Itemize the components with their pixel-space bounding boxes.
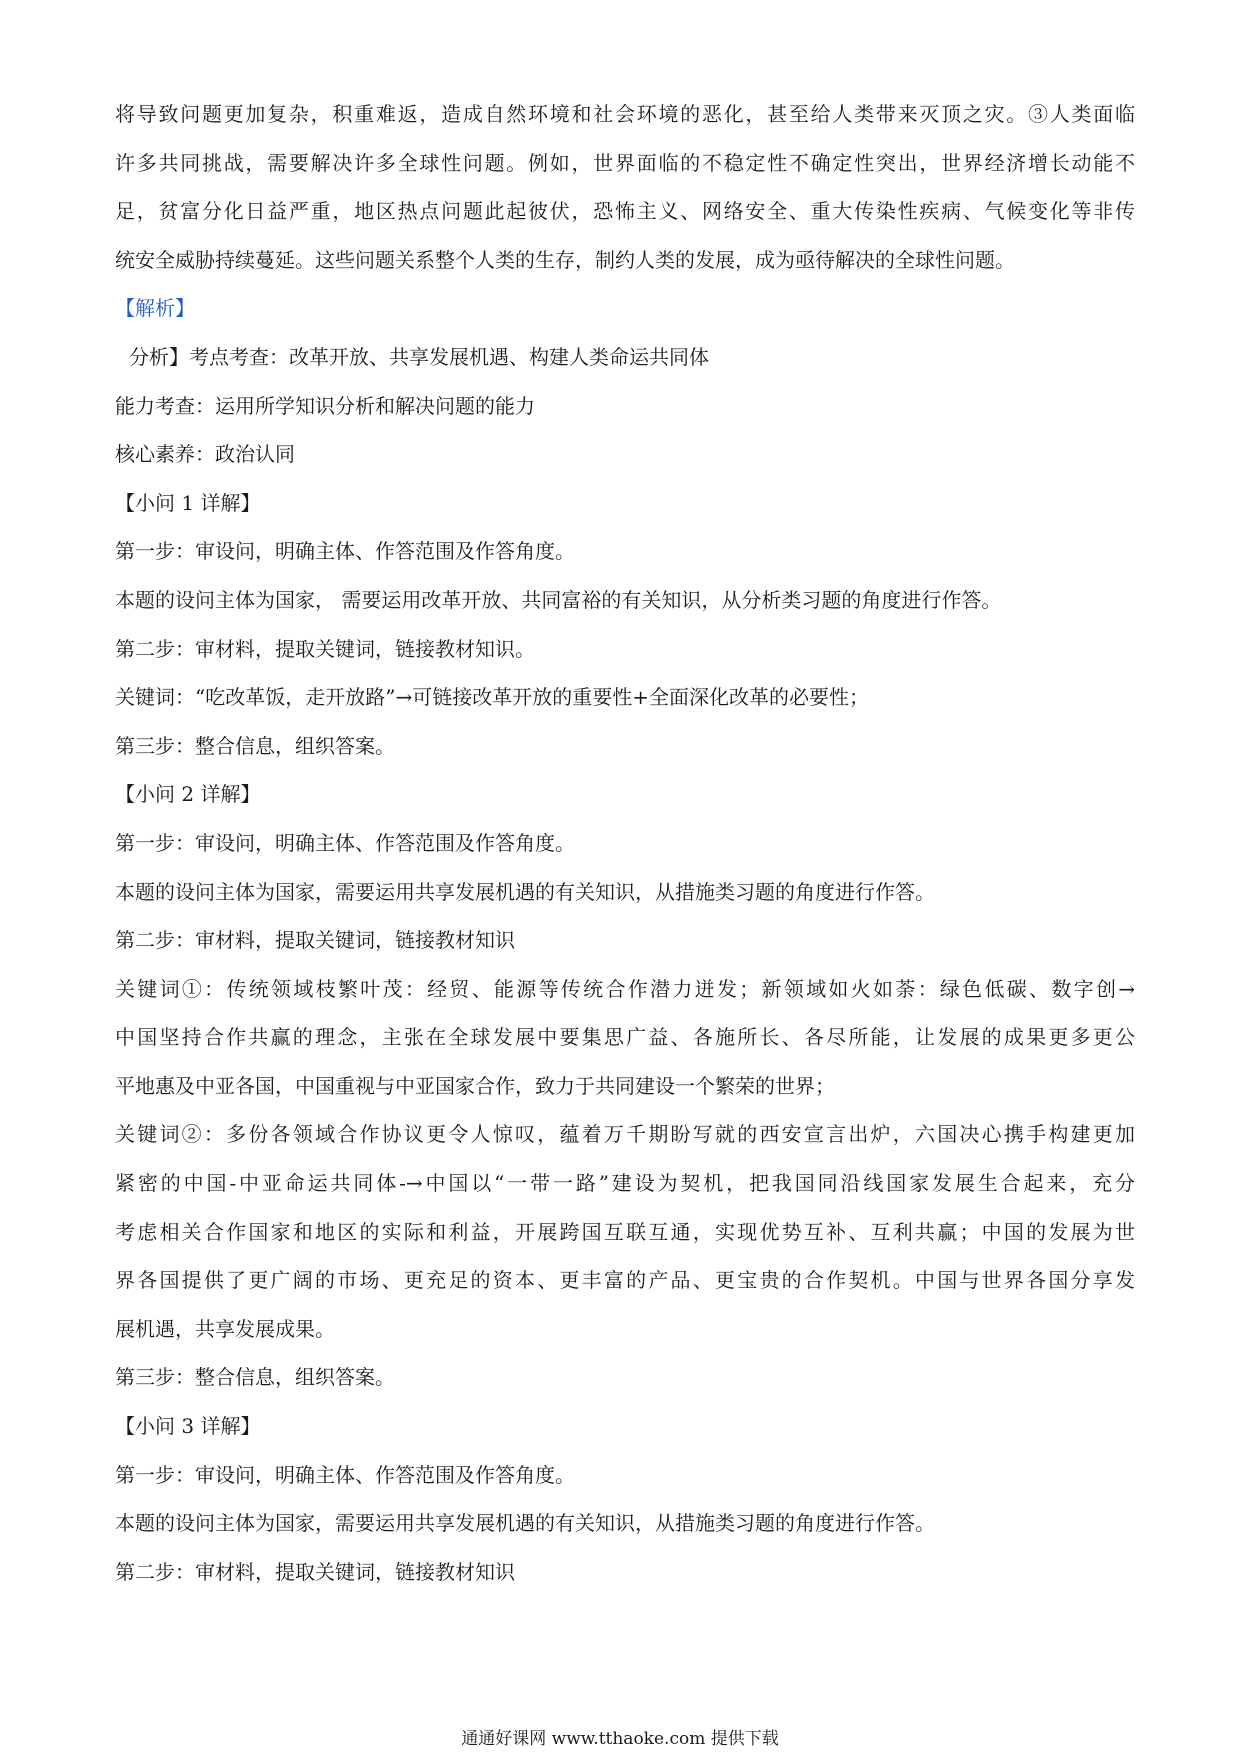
paragraph-line: 第一步：审设问，明确主体、作答范围及作答角度。 xyxy=(115,830,575,855)
paragraph-line: 第一步：审设问，明确主体、作答范围及作答角度。 xyxy=(115,1462,575,1487)
paragraph-line: 关键词：“吃改革饭，走开放路”→可链接改革开放的重要性+全面深化改革的必要性； xyxy=(115,685,869,710)
document-page xyxy=(115,100,1135,1606)
paragraph-line: 第二步：审材料，提取关键词，链接教材知识。 xyxy=(115,636,535,661)
paragraph-line: 许多共同挑战，需要解决许多全球性问题。例如，世界面临的不稳定性不确定性突出，世界经济增长动能不 xyxy=(115,150,1135,175)
paragraph-line: 第二步：审材料，提取关键词，链接教材知识 xyxy=(115,1559,515,1584)
paragraph-line: 核心素养：政治认同 xyxy=(115,442,295,467)
page-footer: 通通好课网 www.tthaoke.com 提供下载 xyxy=(461,1729,779,1749)
paragraph-line: 分析】考点考查：改革开放、共享发展机遇、构建人类命运共同体 xyxy=(129,344,709,369)
section-heading: 【小问 3 详解】 xyxy=(115,1414,261,1439)
paragraph-line: 本题的设问主体为国家，需要运用共享发展机遇的有关知识，从措施类习题的角度进行作答。 xyxy=(115,1511,935,1536)
paragraph-line: 展机遇，共享发展成果。 xyxy=(115,1316,335,1341)
paragraph-line: 第二步：审材料，提取关键词，链接教材知识 xyxy=(115,928,515,953)
paragraph-line: 将导致问题更加复杂，积重难返，造成自然环境和社会环境的恶化，甚至给人类带来灭顶之灾。③人类面临 xyxy=(115,102,1135,126)
paragraph-line: 紧密的中国-中亚命运共同体-→中国以“一带一路”建设为契机，把我国同沿线国家发展生合起来，充分 xyxy=(115,1171,1135,1196)
paragraph-line: 界各国提供了更广阔的市场、更充足的资本、更丰富的产品、更宝贵的合作契机。中国与世界各国分享发 xyxy=(115,1268,1135,1293)
paragraph-line: 第三步：整合信息，组织答案。 xyxy=(115,1365,395,1390)
paragraph-line: 能力考查：运用所学知识分析和解决问题的能力 xyxy=(115,393,535,418)
paragraph-line: 统安全威胁持续蔓延。这些问题关系整个人类的生存，制约人类的发展，成为亟待解决的全球性问题。 xyxy=(115,247,1015,272)
paragraph-line: 足，贫富分化日益严重，地区热点问题此起彼伏，恐怖主义、网络安全、重大传染性疾病、气候变化等非传 xyxy=(115,199,1135,224)
paragraph-line: 关键词①：传统领域枝繁叶茂：经贸、能源等传统合作潜力迸发；新领域如火如荼：绿色低碳、数字创→ xyxy=(115,976,1135,1001)
paragraph-line: 第三步：整合信息，组织答案。 xyxy=(115,733,395,758)
paragraph-line: 本题的设问主体为国家，需要运用共享发展机遇的有关知识，从措施类习题的角度进行作答。 xyxy=(115,879,935,904)
paragraph-line: 中国坚持合作共赢的理念，主张在全球发展中要集思广益、各施所长、各尽所能，让发展的成果更多更公 xyxy=(115,1025,1135,1050)
paragraph-line: 平地惠及中亚各国，中国重视与中亚国家合作，致力于共同建设一个繁荣的世界； xyxy=(115,1073,835,1098)
analysis-heading: 【解析】 xyxy=(115,296,195,321)
paragraph-line: 考虑相关合作国家和地区的实际和利益，开展跨国互联互通，实现优势互补、互利共赢；中国的发展为世 xyxy=(115,1219,1135,1244)
paragraph-line: 第一步：审设问，明确主体、作答范围及作答角度。 xyxy=(115,539,575,564)
section-heading: 【小问 1 详解】 xyxy=(115,490,261,515)
paragraph-line: 关键词②：多份各领域合作协议更令人惊叹，蕴着万千期盼写就的西安宣言出炉，六国决心携手构建更加 xyxy=(115,1122,1135,1147)
paragraph-line: 本题的设问主体为国家， 需要运用改革开放、共同富裕的有关知识，从分析类习题的角度进行作答。 xyxy=(115,587,1002,612)
section-heading: 【小问 2 详解】 xyxy=(115,782,261,807)
